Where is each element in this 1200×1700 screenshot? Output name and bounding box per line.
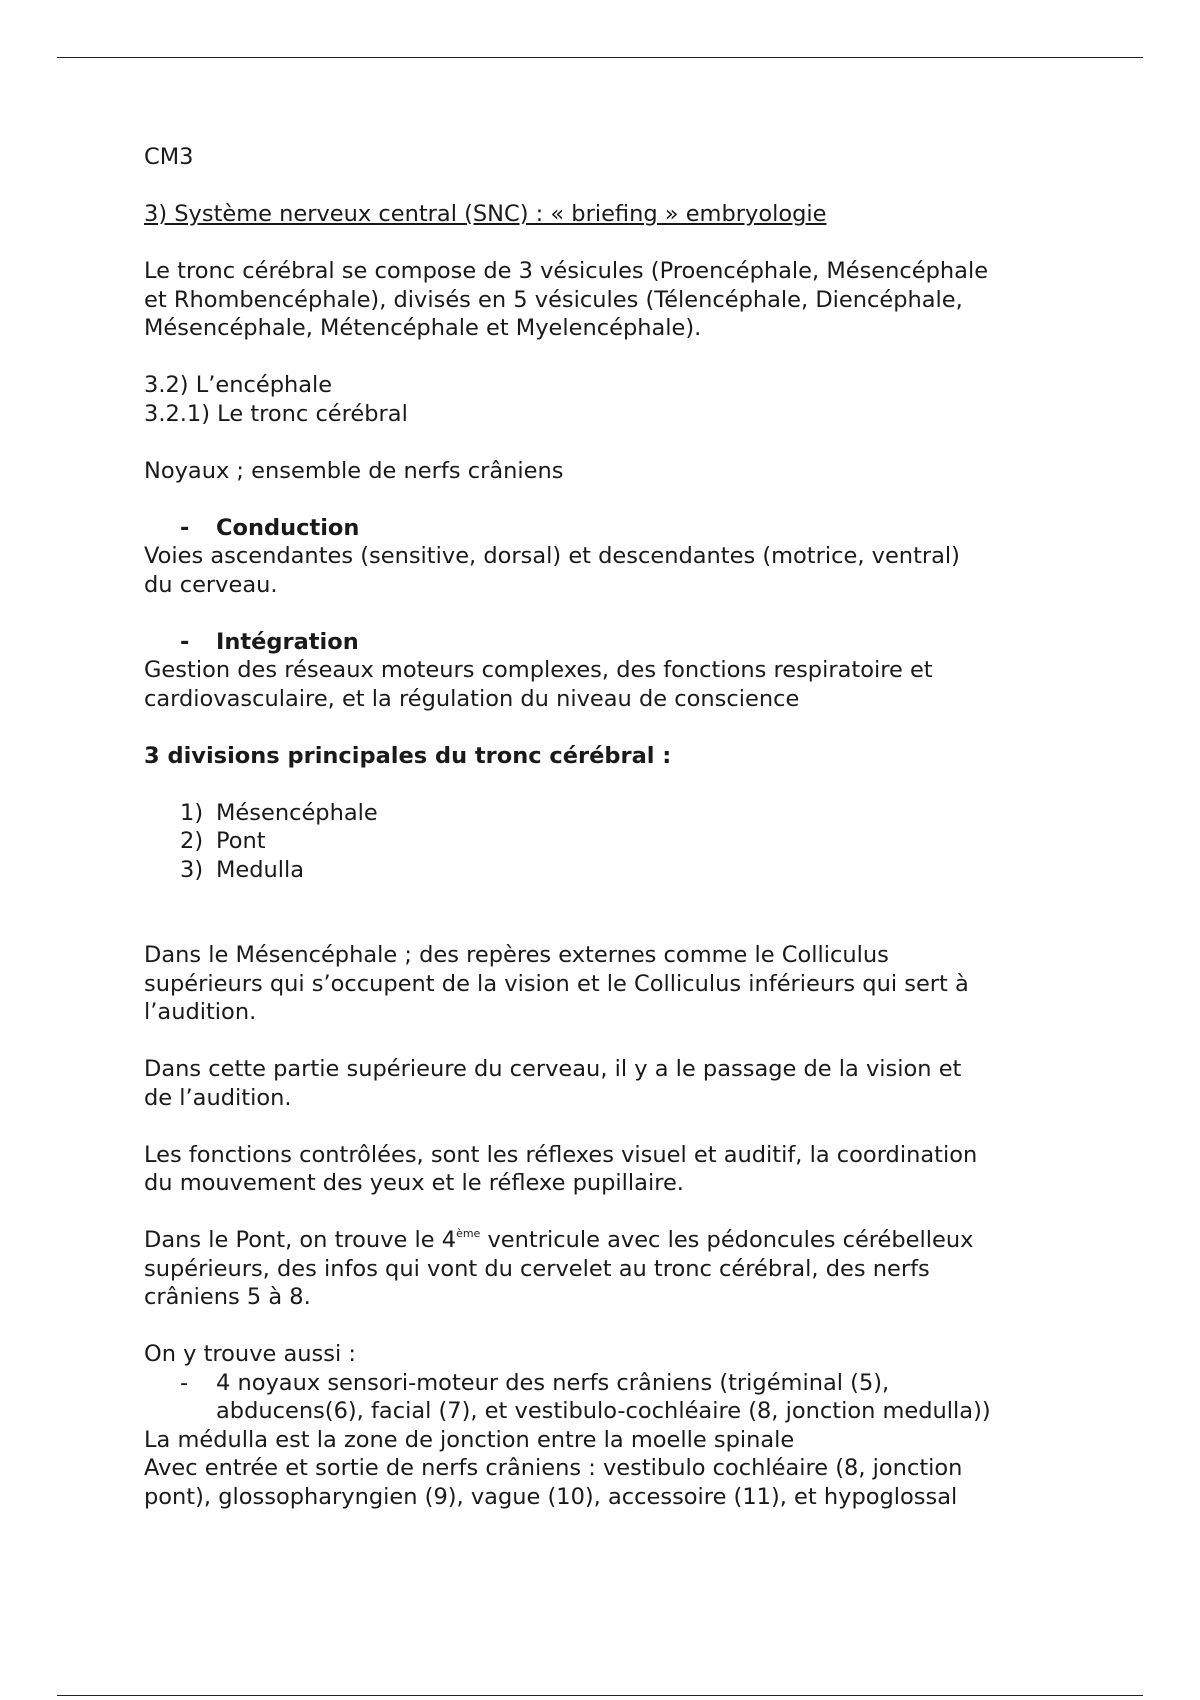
- noyaux-bullet: [144, 1369, 1074, 1426]
- integration-line-1: Gestion des réseaux moteurs complexes, des fonctions respiratoire et: [144, 657, 933, 683]
- pont-line-1-post: ventricule avec les pédoncules cérébelleux: [480, 1227, 974, 1253]
- integration-item: [144, 628, 1074, 657]
- medulla-line-2: Avec entrée et sortie de nerfs crâniens : vestibulo cochléaire (8, jonction: [144, 1455, 963, 1481]
- noyaux-bullet-line-1: 4 noyaux sensori-moteur des nerfs crâniens (trigéminal (5),: [216, 1369, 890, 1396]
- mesencephale-line-3: l’audition.: [144, 999, 257, 1025]
- subsection-3-2: 3.2) L’encéphale: [144, 372, 333, 398]
- bullet-dash: -: [180, 628, 190, 655]
- medulla-line-1: La médulla est la zone de jonction entre la moelle spinale: [144, 1426, 795, 1453]
- conduction-line-2: du cerveau.: [144, 571, 278, 598]
- list-item: [144, 799, 1074, 828]
- intro-line-3: Mésencéphale, Métencéphale et Myelencéphale).: [144, 315, 702, 341]
- list-label: Medulla: [216, 856, 305, 883]
- fonctions-line-1: Les fonctions contrôlées, sont les réflexes visuel et auditif, la coordination: [144, 1141, 978, 1168]
- conduction-item: [144, 514, 1074, 543]
- fonctions-line-2: du mouvement des yeux et le réflexe pupillaire.: [144, 1170, 684, 1196]
- list-number: 2): [180, 828, 204, 854]
- noyaux-bullet-line-2: abducens(6), facial (7), et vestibulo-cochléaire (8, jonction medulla)): [216, 1398, 991, 1424]
- medulla-line-3: pont), glossopharyngien (9), vague (10), accessoire (11), et hypoglossal: [144, 1483, 958, 1510]
- list-number: 3): [180, 856, 204, 883]
- conduction-line-1: Voies ascendantes (sensitive, dorsal) et descendantes (motrice, ventral): [144, 543, 960, 569]
- mesencephale-line-2: supérieurs qui s’occupent de la vision et le Colliculus inférieurs qui sert à: [144, 970, 969, 997]
- pont-line-1-pre: Dans le Pont, on trouve le 4: [144, 1227, 457, 1253]
- list-item: [144, 827, 1074, 856]
- intro-line-1: Le tronc cérébral se compose de 3 vésicules (Proencéphale, Mésencéphale: [144, 258, 989, 284]
- conduction-title: Conduction: [216, 514, 360, 541]
- aussi-line: On y trouve aussi :: [144, 1341, 356, 1367]
- subsection-3-2-1: 3.2.1) Le tronc cérébral: [144, 400, 408, 427]
- pont-line-3: crâniens 5 à 8.: [144, 1284, 311, 1310]
- top-rule: [57, 57, 1143, 58]
- bullet-dash: -: [180, 1369, 189, 1396]
- section-heading: 3) Système nerveux central (SNC) : « briefing » embryologie: [144, 201, 827, 227]
- list-item: [144, 856, 1074, 885]
- partie-line-1: Dans cette partie supérieure du cerveau, il y a le passage de la vision et: [144, 1056, 962, 1082]
- integration-title: Intégration: [216, 628, 359, 655]
- bottom-rule: [57, 1695, 1143, 1696]
- document-body: [144, 143, 1074, 1511]
- mesencephale-line-1: Dans le Mésencéphale ; des repères externes comme le Colliculus: [144, 942, 889, 968]
- course-code: CM3: [144, 144, 194, 170]
- pont-line-2: supérieurs, des infos qui vont du cervelet au tronc cérébral, des nerfs: [144, 1255, 930, 1282]
- superscript-eme: ème: [456, 1227, 481, 1240]
- noyaux-line: Noyaux ; ensemble de nerfs crâniens: [144, 457, 564, 484]
- list-number: 1): [180, 799, 204, 826]
- divisions-title: 3 divisions principales du tronc cérébral :: [144, 742, 672, 769]
- bullet-dash: -: [180, 514, 190, 541]
- list-label: Pont: [216, 828, 266, 854]
- list-label: Mésencéphale: [216, 799, 378, 826]
- integration-line-2: cardiovasculaire, et la régulation du niveau de conscience: [144, 685, 800, 712]
- partie-line-2: de l’audition.: [144, 1084, 292, 1111]
- pont-line-1: [144, 1226, 1074, 1255]
- intro-line-2: et Rhombencéphale), divisés en 5 vésicules (Télencéphale, Diencéphale,: [144, 286, 963, 313]
